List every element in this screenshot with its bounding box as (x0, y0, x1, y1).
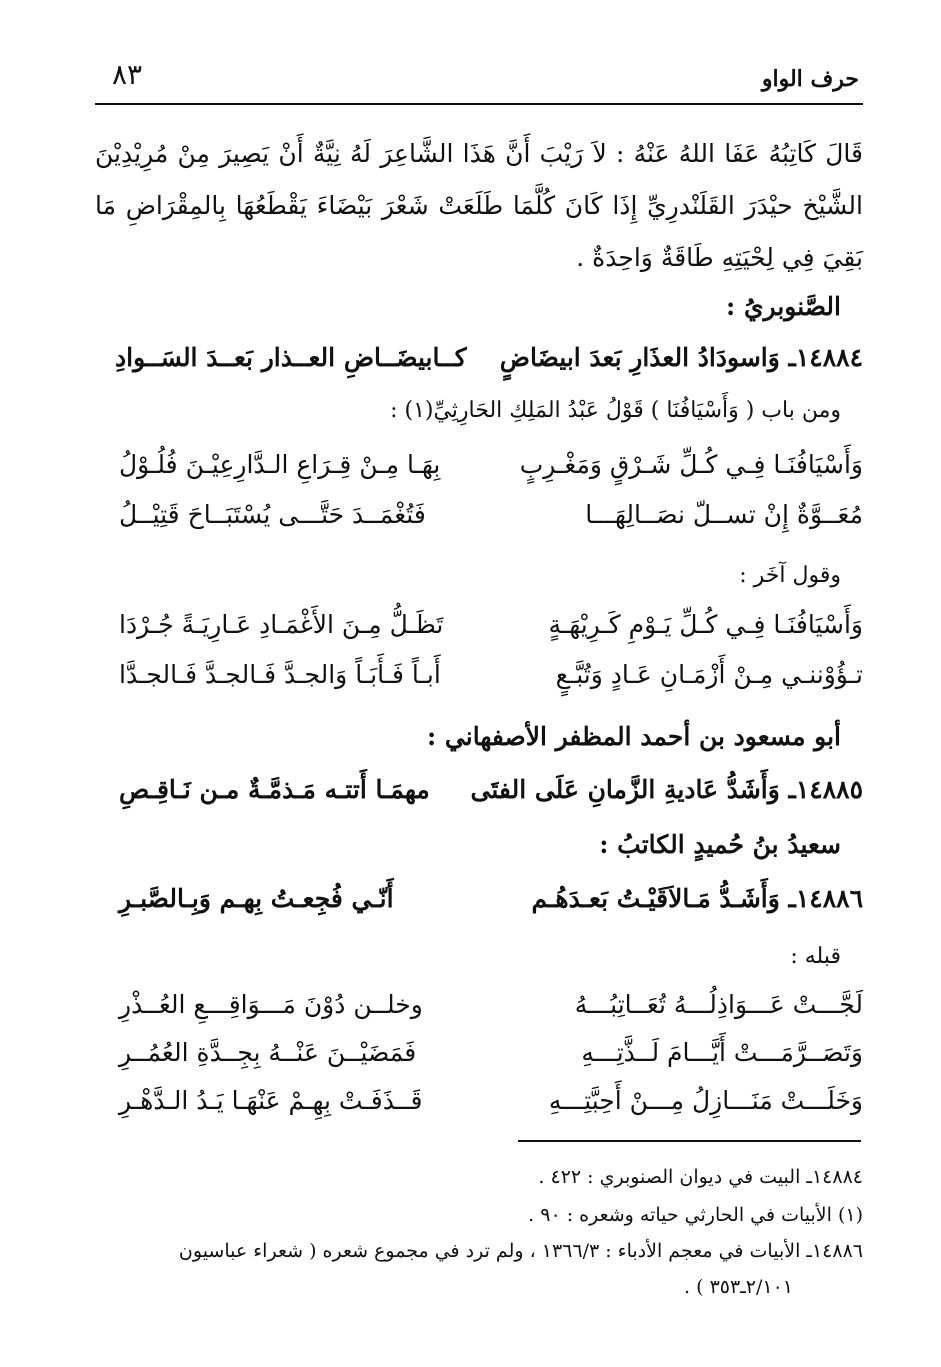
commentary-paragraph: قَالَ كَاتِبُهُ عَفَا اللهُ عَنْهُ : لاَ رَيْبَ أَنَّ هَذَا الشَّاعِرَ لَهُ نِيَّةٌ أَنْ يَصِيرَ مِنْ مُرِيْدِيْنَ الشَّيْخ حيْدَرَ القَلَنْدرِيِّ إِذَا كَانَ كُلَّمَا طَلَعَتْ شَعْرَ بَيْضَاءَ يَقْطَعُهَا بِالمِقْرَاضِ مَا بَقِيَ فِي لِحْيَتِهِ طَاقَةٌ وَاحِدَةٌ . (95, 139, 863, 272)
verse-hemistich-second: وخلــن دُوْنَ مَـــوَاقِـــعِ العُــذْرِ (119, 990, 423, 1019)
verse-hemistich-first: وَخَلَـــتْ مَنَـــازِلُ مِـــنْ أَحِبَّتِـــهِ (548, 1086, 863, 1115)
header-rule (95, 103, 863, 105)
verse-hemistich-first: وَأَسْيَافُنَـا فِـي كُـلِّ يَـوْمِ كَـرِيْهَـةٍ (548, 610, 863, 639)
verse-hemistich-first: ١٤٨٨٤ـ وَاسودَادُ العذَارِ بَعدَ ابيضَاضٍ (499, 343, 863, 372)
verse-hemistich-second: بِهَـا مِـنْ قِـرَاعِ الـدَّارِعِيْـنَ فُلُـوْلُ (119, 450, 441, 479)
verse-14885 (95, 775, 863, 825)
verse-hemistich-second: أَنّـي فُجِعـتُ بِهـم وَبِـالصَّبـرِ (119, 884, 394, 913)
poet-name-katib: سعيدُ بنُ حُميدٍ الكاتبُ : (599, 830, 841, 859)
verse-line (95, 450, 863, 500)
verse-14886 (95, 884, 863, 934)
verse-line (95, 1086, 863, 1136)
running-header-title: حرف الواو (761, 66, 859, 92)
verse-hemistich-second: مهمَـا أَتتـه مَـذمَّـةٌ مـن نَـاقِـصِ (119, 775, 430, 804)
verse-line (95, 610, 863, 660)
section-intro-harithi: ومن باب ( وَأَسْيَافُنَا ) قَوْلُ عَبْدُ المَلِكِ الحَارِثِيِّ(١) : (390, 398, 841, 423)
verse-hemistich-first: تـؤُوْننـي مِـنْ أَزْمَـانِ عَـادٍ وَتُبَّـعٍ (555, 660, 863, 689)
verse-hemistich-second: قَــذَفَـتْ بِهِـمْ عَنْهَـا يَـدُ الـدَّهْـرِ (119, 1086, 423, 1115)
footnote-14886-cont: ٢/١٠١ـ٣٥٣ ) . (684, 1276, 793, 1298)
verse-line (95, 660, 863, 710)
footnote-rule (518, 1140, 861, 1142)
footnote-14886: ١٤٨٨٦ـ الأبيات في معجم الأدباء : ١٣٦٦/٣ ، ولم ترد في مجموع شعره ( شعراء عباسيون (178, 1240, 863, 1262)
poet-name-isfahani: أبو مسعود بن أحمد المظفر الأصفهاني : (426, 722, 841, 751)
verse-14884 (95, 343, 863, 393)
section-intro-other: وقول آخَر : (739, 563, 841, 588)
verse-hemistich-first: لَجَّـــتْ عَـــوَاذِلُـــهُ تُعَــاتِبُـــهُ (574, 990, 863, 1019)
footnote-1: (١) الأبيات في الحارثي حياته وشعره : ٩٠ . (528, 1204, 863, 1226)
verse-line (95, 990, 863, 1040)
section-intro-before: قبله : (790, 944, 841, 969)
verse-hemistich-first: وَأَسْيَافُنَـا فِـي كُـلِّ شَـرْقٍ وَمَغْـرِبٍ (519, 450, 863, 479)
verse-hemistich-second: تَظَـلُّ مِـنَ الأَغْمَـادِ عَـارِيَـةً جُـرْدَا (119, 610, 444, 639)
verse-line (95, 1038, 863, 1088)
verse-hemistich-first: وَتَصَــرَّمَـــتْ أَيَّـــامَ لَــذَّتِـــهِ (581, 1038, 863, 1067)
verse-hemistich-first: ١٤٨٨٦ـ وَأَشَـدُّ مَـالاَقَيْـتُ بَعـدَهُـم (531, 884, 863, 913)
page-number: ٨٣ (112, 58, 143, 91)
verse-hemistich-second: فَتُغْمَــدَ حَتَّـــى يُسْتَبَــاحَ قَتِيْــلُ (119, 500, 426, 529)
verse-hemistich-first: مُعَــوَّةٌ إِنْ تســلّ نصَــالِهَـــا (585, 500, 863, 529)
verse-line (95, 500, 863, 550)
verse-hemistich-first: ١٤٨٨٥ـ وَأَشَدُّ عَاديةِ الزَّمانِ عَلَى الفتَى (470, 775, 863, 804)
verse-hemistich-second: أَبـاً فَـأَبَـاً وَالجـدَّ فَـالجـدَّ فَـالجـدَّا (119, 660, 441, 689)
footnote-14884: ١٤٨٨٤ـ البيت في ديوان الصنوبري : ٤٢٢ . (538, 1166, 863, 1188)
poet-name-sanawbari: الصَّنوبريُ : (726, 292, 841, 321)
verse-hemistich-second: فَمَضَيْــنَ عَنْــهُ بِجِــدَّةِ العُمُــرِ (119, 1038, 417, 1067)
verse-hemistich-second: كــابيضَــاضِ العــذار بَعــدَ السَــوادِ (115, 343, 467, 372)
